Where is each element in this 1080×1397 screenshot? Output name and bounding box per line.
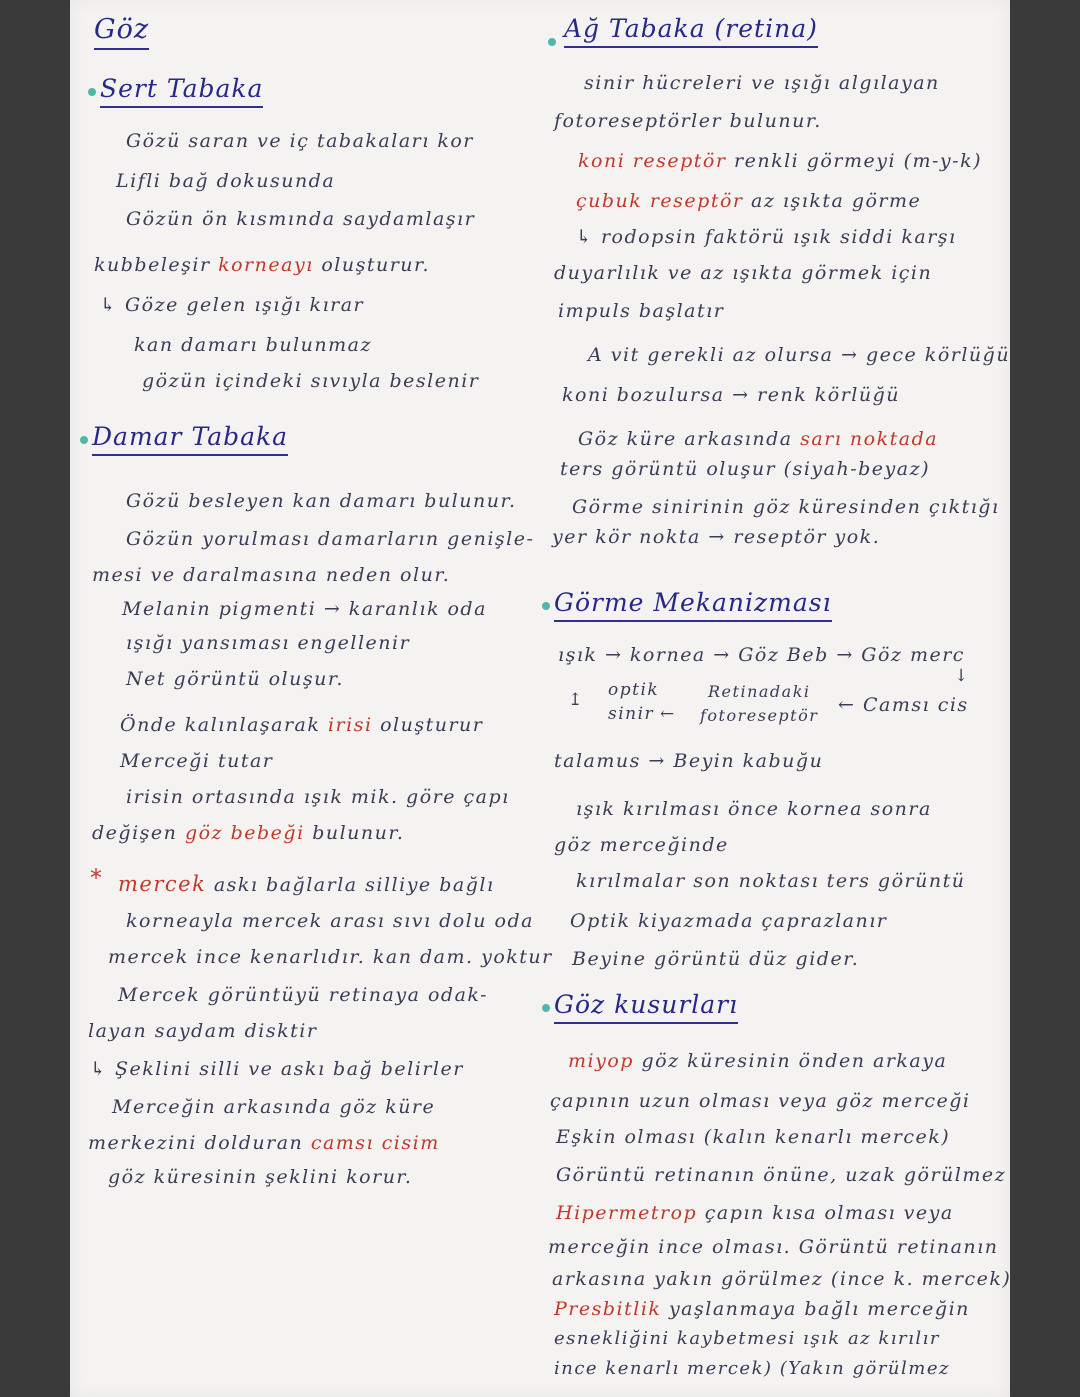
text-retinadaki: Retinadaki [708, 682, 811, 701]
note-line-presbitlik [554, 1298, 970, 1320]
note-line: Görüntü retinanın önüne, uzak görülmez [556, 1164, 1007, 1186]
text-degisen: değişen [92, 822, 178, 844]
note-line: mesi ve daralmasına neden olur. [92, 564, 451, 586]
text-onde: Önde kalınlaşarak [120, 714, 321, 736]
heading-sert-tabaka: Sert Tabaka [100, 74, 263, 108]
note-line: mercek ince kenarlıdır. kan dam. yoktur [108, 946, 553, 968]
note-line: merceğin ince olması. Görüntü retinanın [548, 1236, 999, 1258]
note-line: ↳ Göze gelen ışığı kırar [100, 294, 365, 316]
note-line-hiper [556, 1202, 954, 1224]
note-line-kubbe [94, 254, 430, 276]
flow-arrow-up: ↥ [568, 690, 584, 710]
text-bulunur: bulunur. [312, 822, 405, 844]
note-line: ışık kırılması önce kornea sonra [576, 798, 932, 820]
note-line: Mercek görüntüyü retinaya odak- [118, 984, 488, 1006]
bullet-dot [80, 436, 88, 444]
note-line: sinir hücreleri ve ışığı algılayan [584, 72, 940, 94]
note-line: Gözü besleyen kan damarı bulunur. [126, 490, 517, 512]
flow-arrow-left: ← [660, 704, 676, 724]
note-line-gozbebegi [92, 822, 404, 844]
note-line: fotoreseptörler bulunur. [554, 110, 822, 132]
text-camsi-cis: ← Camsı cis [838, 694, 969, 716]
note-line: çapının uzun olması veya göz merceği [550, 1090, 971, 1112]
note-line-iris [120, 714, 483, 736]
note-line-flow: talamus → Beyin kabuğu [554, 750, 824, 772]
text-olusturur: oluşturur [380, 714, 484, 736]
note-line: layan saydam disktir [88, 1020, 318, 1042]
note-line: ince kenarlı mercek) (Yakın görülmez [554, 1358, 950, 1379]
text-miyop: miyop [568, 1050, 634, 1072]
text-gozbebegi: göz bebeği [184, 822, 305, 844]
note-line: gözün içindeki sıvıyla beslenir [142, 370, 480, 392]
text-koni-rest: renkli görmeyi (m-y-k) [734, 150, 982, 172]
note-line: Gözü saran ve iç tabakaları kor [126, 130, 474, 152]
note-line: arkasına yakın görülmez (ince k. mercek) [552, 1268, 1012, 1290]
note-line: göz merceğinde [554, 834, 729, 856]
note-line: kırılmalar son noktası ters görüntü [576, 870, 966, 892]
note-line-koni [578, 150, 982, 172]
note-line: Optik kiyazmada çaprazlanır [570, 910, 888, 932]
heading-retina: Ağ Tabaka (retina) [564, 14, 818, 48]
note-line: esnekliğini kaybetmesi ışık az kırılır [554, 1328, 941, 1349]
bullet-dot [88, 88, 96, 96]
notebook-page [70, 0, 1010, 1397]
note-line: yer kör nokta → reseptör yok. [552, 526, 881, 548]
note-line: göz küresinin şeklini korur. [108, 1166, 413, 1188]
text-cubuk-rest: az ışıkta görme [751, 190, 922, 212]
heading-goz-kusurlari: Göz kusurları [554, 990, 738, 1024]
text-olusturur: oluşturur. [321, 254, 431, 276]
note-line-mercek [118, 872, 495, 896]
note-line: ters görüntü oluşur (siyah-beyaz) [560, 458, 931, 480]
text-cubuk-reseptor: çubuk reseptör [576, 190, 744, 212]
note-line: Eşkin olması (kalın kenarlı mercek) [556, 1126, 951, 1148]
text-miyop-rest: göz küresinin önden arkaya [641, 1050, 948, 1072]
note-line-cubuk [576, 190, 921, 212]
text-camsi-cisim: camsı cisim [310, 1132, 440, 1154]
note-line: ↳ Şeklini silli ve askı bağ belirler [90, 1058, 464, 1080]
text-hipermetrop: Hipermetrop [556, 1202, 698, 1224]
note-line-flow: ışık → kornea → Göz Beb → Göz merc [558, 644, 965, 666]
note-line: Net görüntü oluşur. [126, 668, 344, 690]
text-mercek-rest: askı bağlarla silliye bağlı [213, 874, 495, 896]
text-presbitlik: Presbitlik [554, 1298, 662, 1320]
note-line: korneayla mercek arası sıvı dolu oda [126, 910, 534, 932]
bullet-dot [542, 602, 550, 610]
text-fotoreseptor: fotoreseptör [700, 706, 819, 725]
note-line: Gözün ön kısmında saydamlaşır [126, 208, 476, 230]
text-hiper-rest: çapın kısa olması veya [704, 1202, 954, 1224]
note-line: Gözün yorulması damarların genişle- [126, 528, 535, 550]
note-line-camsi [88, 1132, 440, 1154]
text-pres-rest: yaşlanmaya bağlı merceğin [668, 1298, 970, 1320]
page-title: Göz [94, 14, 149, 50]
bullet-dot [542, 1004, 550, 1012]
text-kornea: korneayı [218, 254, 314, 276]
text-merkezini: merkezini dolduran [88, 1132, 304, 1154]
note-line: duyarlılık ve az ışıkta görmek için [554, 262, 933, 284]
text-koni-reseptor: koni reseptör [578, 150, 727, 172]
bullet-dot [548, 38, 556, 46]
note-line: Melanin pigmenti → karanlık oda [122, 598, 487, 620]
note-line: kan damarı bulunmaz [134, 334, 372, 356]
text-goz-kure: Göz küre arkasında [578, 428, 793, 450]
text-sinir: sinir [608, 704, 655, 724]
note-line: A vit gerekli az olursa → gece körlüğü [588, 344, 1011, 366]
note-line: ışığı yansıması engellenir [126, 632, 411, 654]
note-line: Lifli bağ dokusunda [116, 170, 336, 192]
note-line: Merceği tutar [120, 750, 274, 772]
heading-gorme-mekanizmasi: Görme Mekanizması [554, 588, 832, 622]
text-sari-nokta: sarı noktada [800, 428, 939, 450]
star-mark: * [90, 864, 102, 892]
flow-arrow-down: ↓ [954, 666, 970, 686]
text-mercek: mercek [118, 872, 207, 896]
text-irisi: irisi [327, 714, 373, 736]
note-line: koni bozulursa → renk körlüğü [562, 384, 900, 406]
note-line: irisin ortasında ışık mik. göre çapı [126, 786, 510, 808]
note-line-miyop [568, 1050, 947, 1072]
text-optik: optik [608, 680, 660, 700]
note-line: Merceğin arkasında göz küre [112, 1096, 436, 1118]
note-line: Görme sinirinin göz küresinden çıktığı [572, 496, 1000, 518]
note-line: Beyine görüntü düz gider. [572, 948, 860, 970]
note-line: impuls başlatır [558, 300, 725, 322]
note-line-sari-nokta [578, 428, 938, 450]
note-line: ↳ rodopsin faktörü ışık siddi karşı [576, 226, 957, 248]
text-kubbe: kubbeleşir [94, 254, 211, 276]
heading-damar-tabaka: Damar Tabaka [92, 422, 288, 456]
